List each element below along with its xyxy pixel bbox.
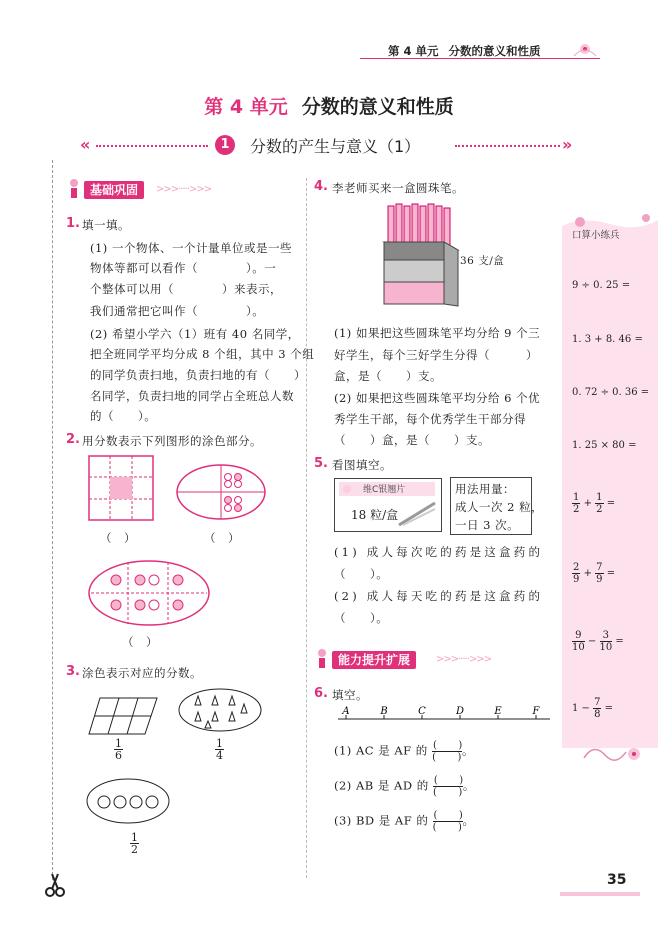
grid-square-figure (88, 455, 154, 521)
usage-box (450, 477, 544, 535)
q4-line: 好学生，每个三好学生分得（ ） (334, 348, 538, 362)
q2-blank[interactable]: （ ） (100, 531, 136, 545)
box-label: 36 支/盒 (460, 255, 505, 267)
student-icon (68, 178, 80, 200)
oval-dots-figure (176, 464, 266, 520)
section-basic: 基础巩固 (84, 181, 144, 199)
q6-item: (2) AB 是 AD 的 $\frac{( )}{( )}$ 。 (334, 775, 475, 798)
unit-title (0, 92, 658, 119)
parallelogram-grid-figure (88, 697, 158, 735)
column-divider (306, 178, 307, 878)
q1-line: 物体等都可以看作（ ）。一 (90, 261, 277, 275)
q1-line: 的（ ）。 (90, 409, 157, 423)
running-header (388, 43, 541, 59)
q1-line: 的同学负责扫地，负责扫地的有（ ） (90, 368, 306, 382)
q1-number: 1. (66, 216, 80, 231)
mental-math-item: 1. 25 × 80 = (572, 440, 637, 451)
page-number-bar (560, 892, 640, 896)
q5-number: 5. (314, 456, 328, 471)
mental-math-item: 1. 3 + 8. 46 = (572, 334, 643, 345)
mental-math-item: 9 ÷ 0. 25 = (572, 280, 631, 291)
point-label: C (418, 706, 426, 717)
q6-title: 填空。 (332, 688, 368, 702)
section-advanced: 能力提升扩展 (332, 651, 416, 669)
q1-line: 把全班同学平均分成 8 个组，其中 3 个组 (90, 347, 315, 361)
lesson-title: 分数的产生与意义（1） (250, 137, 421, 156)
q6-item: (1) AC 是 AF 的 $\frac{( )}{( )}$ 。 (334, 740, 474, 763)
q5-title: 看图填空。 (332, 458, 392, 472)
fraction-label: $\frac{1}{4}$ (216, 737, 223, 762)
header-unit: 第 4 单元 (388, 44, 439, 58)
q2-blank[interactable]: （ ） (204, 531, 240, 545)
answer-fraction-blank[interactable]: $\frac{( )}{( )}$ (432, 775, 464, 798)
q4-line: (2) 如果把这些圆珠笔平均分给 6 个优 (334, 391, 541, 405)
pen-box-figure (382, 202, 460, 308)
mental-math-item: 1 − $\frac{7}{8}$ = (572, 697, 614, 720)
mental-math-item: 0. 72 ÷ 0. 36 = (572, 387, 650, 398)
sidebar-title: 口算小练兵 (572, 230, 620, 241)
usage-line: 成人一次 2 粒， (455, 500, 544, 514)
point-label: D (455, 706, 465, 717)
q4-line: 秀学生干部，每个优秀学生干部分得 (334, 412, 526, 426)
mental-math-item: $\frac{9}{10}$ − $\frac{3}{10}$ = (572, 630, 624, 653)
q4-line: (1) 如果把这些圆珠笔平均分给 9 个三 (334, 326, 541, 340)
q1-line: (1) 一个物体、一个计量单位或是一些 (90, 241, 292, 255)
q6-item: (3) BD 是 AF 的 $\frac{( )}{( )}$ 。 (334, 810, 475, 833)
q1-line: (2) 希望小学六（1）班有 40 名同学， (90, 327, 300, 341)
q2-title: 用分数表示下列图形的涂色部分。 (82, 434, 262, 448)
page-number: 35 (607, 872, 627, 888)
flower-ornament-icon (572, 40, 598, 58)
left-chevron-icon: « (80, 135, 91, 154)
mental-math-item: $\frac{2}{9}$ + $\frac{7}{9}$ = (573, 562, 616, 585)
cut-line (52, 160, 53, 880)
q5-line: （ ）。 (334, 611, 389, 625)
pill-strip-icon (397, 499, 437, 527)
oval-apples-figure (86, 778, 170, 824)
swirl-ornament-icon (580, 738, 650, 768)
number-line-figure (336, 706, 552, 724)
dotted-rule (96, 145, 208, 147)
dotted-rule (455, 145, 560, 147)
usage-line: 用法用量： (455, 482, 515, 496)
point-label: A (342, 706, 350, 717)
student-icon (316, 648, 328, 670)
oval-triangles-figure (178, 688, 262, 732)
q5-line: (1) 成人每次吃的药是这盒药的 (334, 545, 544, 559)
arrow-decor-icon: >>>·····>>> (156, 184, 212, 195)
q4-line: （ ）盒，是（ ）支。 (334, 433, 490, 447)
right-chevron-icon: » (562, 135, 573, 154)
q6-number: 6. (314, 686, 328, 701)
header-topic: 分数的意义和性质 (448, 44, 541, 58)
q3-title: 涂色表示对应的分数。 (82, 666, 202, 680)
point-label: F (532, 706, 540, 717)
arrow-decor-icon: >>>·····>>> (436, 654, 492, 665)
q1-line: 个整体可以用（ ）来表示， (90, 282, 282, 296)
scissors-icon (44, 872, 66, 898)
unit-label: 第 4 单元 (204, 96, 288, 118)
medicine-count: 18 粒/盒 (351, 508, 399, 522)
oval-peaches-figure (88, 560, 210, 626)
lesson-number: 1 (215, 135, 235, 155)
q1-line: 名同学，负责扫地的同学占全班总人数 (90, 389, 294, 403)
fraction-label: $\frac{1}{2}$ (131, 831, 138, 856)
unit-topic: 分数的意义和性质 (301, 96, 454, 118)
header-rule (360, 58, 600, 59)
q3-number: 3. (66, 664, 80, 679)
usage-line: 一日 3 次。 (455, 518, 520, 532)
point-label: E (494, 706, 502, 717)
q1-title: 填一填。 (82, 218, 130, 232)
q2-number: 2. (66, 432, 80, 447)
q4-number: 4. (314, 179, 328, 194)
point-label: B (380, 706, 388, 717)
q5-line: (2) 成人每天吃的药是这盒药的 (334, 589, 544, 603)
q2-blank[interactable]: （ ） (122, 635, 158, 649)
medicine-box (334, 478, 442, 532)
answer-fraction-blank[interactable]: $\frac{( )}{( )}$ (432, 740, 463, 763)
mental-math-item: $\frac{1}{2}$ + $\frac{1}{2}$ = (573, 492, 616, 515)
fraction-label: $\frac{1}{6}$ (115, 737, 122, 762)
answer-fraction-blank[interactable]: $\frac{( )}{( )}$ (432, 810, 464, 833)
q5-line: （ ）。 (334, 567, 389, 581)
q1-line: 我们通常把它叫作（ ）。 (90, 304, 265, 318)
medicine-name: 维C银翘片 (363, 485, 406, 495)
q4-line: 盒，是（ ）支。 (334, 369, 442, 383)
q4-title: 李老师买来一盒圆珠笔。 (332, 181, 464, 195)
lesson-banner (80, 133, 578, 159)
